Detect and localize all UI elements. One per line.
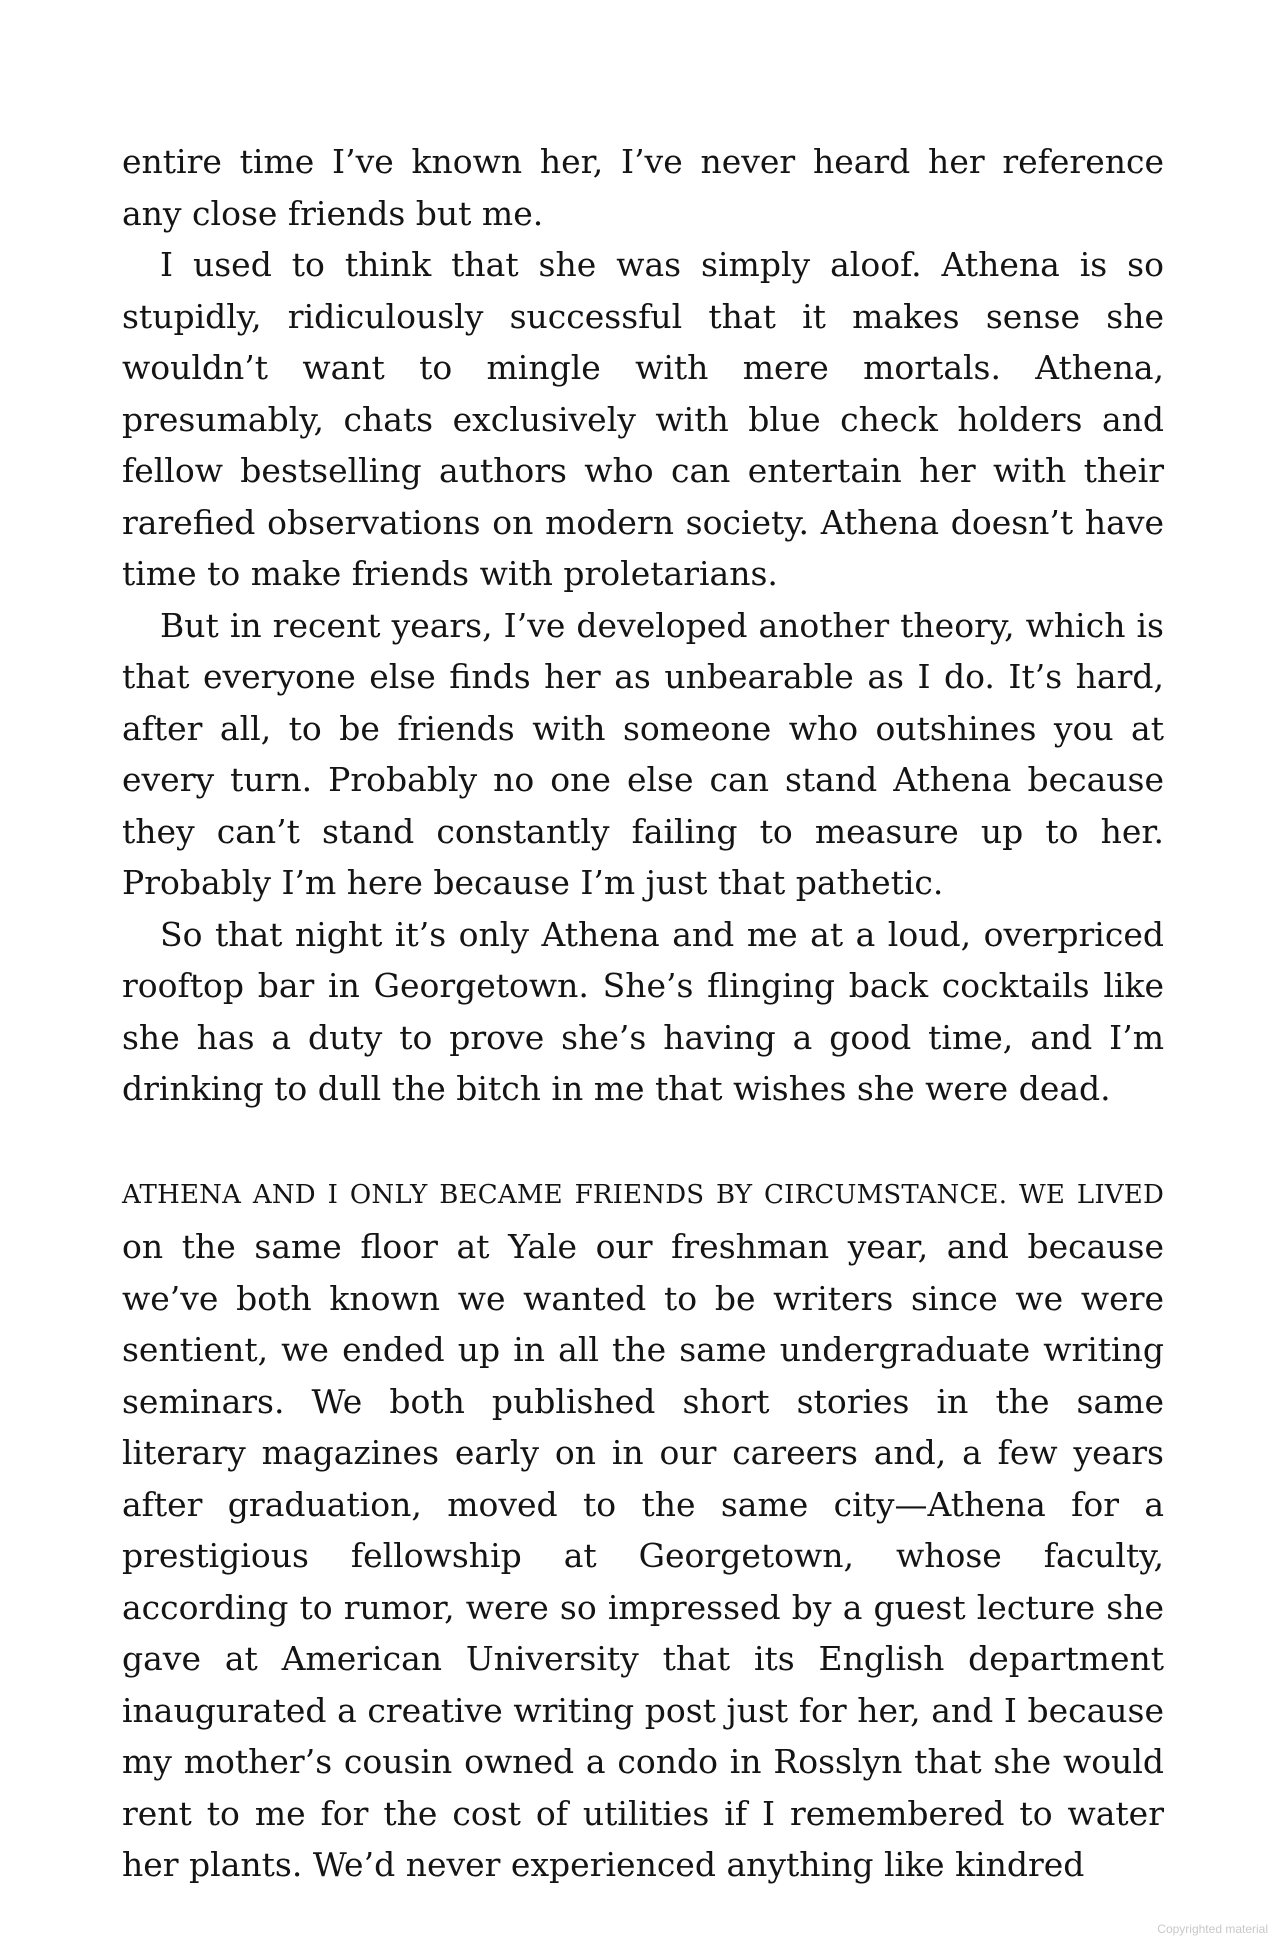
- section-break-block: [122, 1166, 1164, 1891]
- section-paragraph: [122, 1166, 1164, 1891]
- small-caps-lead-in: ATHENA AND I ONLY BECAME FRIENDS BY CIRCUMSTANCE. WE LIVED: [122, 1179, 1164, 1210]
- paragraph-1: entire time I’ve known her, I’ve never heard her reference any close friends but me.: [122, 142, 1164, 233]
- section-body-text: on the same floor at Yale our freshman year, and because we’ve both known we wanted to be writers since we were sentient, we ended up in all the same undergraduate writing seminars. We both published short stories in the same literary magazines early on in our careers and, a few years after graduation, moved to the same city—Athena for a prestigious fellowship at Georgetown, whose faculty, according to rumor, were so impressed by a guest lecture she gave at American University that its English department inaugurated a creative writing post just for her, and I because my mother’s cousin owned a condo in Rosslyn that she would rent to me for the cost of utilities if I remembered to water her plants. We’d never experienced anything like kindred: [122, 1227, 1164, 1884]
- paragraph-2: I used to think that she was simply aloof. Athena is so stupidly, ridiculously successful that it makes sense she wouldn’t want to mingle with mere mortals. Athena, presumably, chats exclusively with blue check holders and fellow bestselling authors who can entertain her with their rarefied observations on modern society. Athena doesn’t have time to make friends with proletarians.: [122, 245, 1164, 593]
- paragraph-4: So that night it’s only Athena and me at a loud, overpriced rooftop bar in Georgetown. She’s flinging back cocktails like she has a duty to prove she’s having a good time, and I’m drinking to dull the bitch in me that wishes she were dead.: [122, 914, 1164, 1108]
- paragraph-3: But in recent years, I’ve developed another theory, which is that everyone else finds her as unbearable as I do. It’s hard, after all, to be friends with someone who outshines you at every turn. Probably no one else can stand Athena because they can’t stand constantly failing to measure up to her. Probably I’m here because I’m just that pathetic.: [122, 605, 1164, 902]
- copyright-watermark: Copyrighted material: [1157, 1922, 1268, 1936]
- book-page: [122, 136, 1164, 1891]
